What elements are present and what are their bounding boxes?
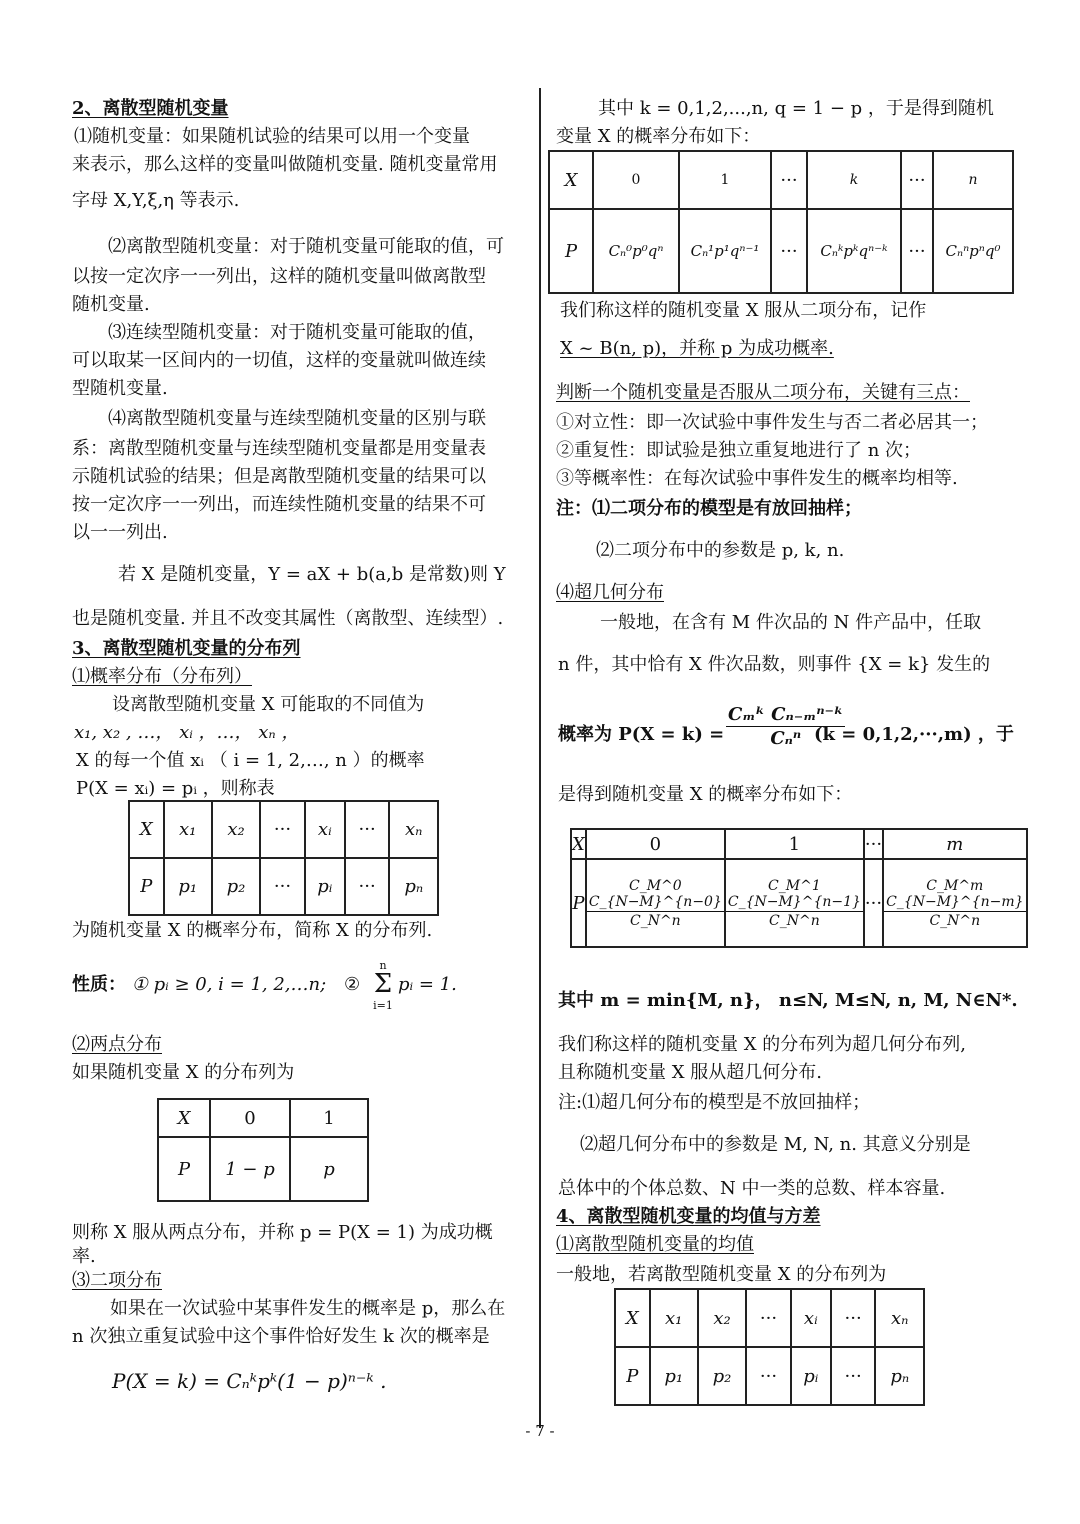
table-cell: ··· xyxy=(864,829,883,859)
text-line: X ~ B(n, p)，并称 p 为成功概率. xyxy=(560,338,834,359)
table-cell: X xyxy=(549,151,593,209)
hypergeometric-formula-lead: 概率为 P(X = k) = xyxy=(558,724,725,745)
text-line: 字母 X,Y,ξ,η 等表示. xyxy=(72,190,240,211)
math-line: x₁, x₂ , …， xᵢ ，…， xₙ ， xyxy=(74,722,300,743)
text-line: 其中 m = min{M, n}， n≤N, M≤N, n, M, N∈N*. xyxy=(558,990,1018,1011)
text-line: 也是随机变量. 并且不改变其属性（离散型、连续型）. xyxy=(72,608,504,629)
table-cell: p xyxy=(290,1137,368,1201)
text-line: 设离散型随机变量 X 可能取的不同值为 xyxy=(112,694,425,715)
table-cell: x₂ xyxy=(212,801,260,858)
text-line: 率. xyxy=(72,1246,96,1267)
property-2-marker: ② xyxy=(344,974,361,995)
table-cell: 1 − p xyxy=(210,1137,290,1201)
table-cell: pₙ xyxy=(389,858,438,915)
text-line: ⑴随机变量：如果随机试验的结果可以用一个变量 xyxy=(74,126,470,147)
fraction-numerator: Cₘᵏ Cₙ₋ₘⁿ⁻ᵏ xyxy=(728,704,844,725)
text-line: X 的每一个值 xᵢ （ i = 1, 2,…, n ）的概率 xyxy=(76,750,425,771)
table-cell: P xyxy=(158,1137,210,1201)
table-cell: x₁ xyxy=(164,801,212,858)
note-line: ⑵二项分布中的参数是 p, k, n. xyxy=(596,540,845,561)
text-line: 示随机试验的结果；但是离散型随机变量的结果可以 xyxy=(72,466,486,487)
fraction-numerator: C_M^m C_{N−M}^{n−m} xyxy=(886,877,1024,910)
fraction-denominator: C_N^n xyxy=(629,912,681,929)
text-line: n 次独立重复试验中这个事件恰好发生 k 次的概率是 xyxy=(72,1326,490,1347)
table-cell: P xyxy=(571,859,586,947)
table-cell xyxy=(883,859,1026,947)
table-cell: 0 xyxy=(586,829,725,859)
mean-distribution-table xyxy=(614,1288,925,1406)
table-cell: P xyxy=(129,858,164,915)
table-cell: m xyxy=(883,829,1026,859)
sigma-icon: Σ xyxy=(373,969,393,999)
subsection-title: ⑶二项分布 xyxy=(72,1270,162,1291)
table-cell: 0 xyxy=(210,1099,290,1137)
column-divider xyxy=(539,88,541,1428)
fraction-denominator: C_N^n xyxy=(929,912,981,929)
table-cell: ··· xyxy=(831,1347,876,1405)
note-line: ⑵超几何分布中的参数是 M, N, n. 其意义分别是 xyxy=(580,1134,971,1155)
text-line: 如果在一次试验中某事件发生的概率是 p，那么在 xyxy=(110,1298,506,1319)
table-cell: x₂ xyxy=(698,1289,746,1347)
text-line: 系：离散型随机变量与连续型随机变量都是用变量表 xyxy=(72,438,486,459)
table-cell: n xyxy=(933,151,1013,209)
fraction-numerator: C_M^0 C_{N−M}^{n−0} xyxy=(588,877,722,910)
text-line: 为随机变量 X 的概率分布，简称 X 的分布列. xyxy=(72,920,433,941)
text-line: 如果随机变量 X 的分布列为 xyxy=(72,1062,295,1083)
text-line: n 件，其中恰有 X 件次品数，则事件 {X = k} 发生的 xyxy=(558,654,991,675)
text-line: 按一定次序一一列出，而连续性随机变量的结果不可 xyxy=(72,494,486,515)
text-line: ③等概率性：在每次试验中事件发生的概率均相等. xyxy=(556,468,958,489)
two-point-table xyxy=(157,1098,369,1202)
note-line: 总体中的个体总数、N 中一类的总数、样本容量. xyxy=(558,1178,946,1199)
text-line: 随机变量. xyxy=(72,294,150,315)
table-cell: p₁ xyxy=(650,1347,698,1405)
table-cell: X xyxy=(615,1289,650,1347)
table-cell xyxy=(725,859,864,947)
binomial-table xyxy=(548,150,1014,294)
sum-lower: i=1 xyxy=(373,999,393,1012)
table-cell: 1 xyxy=(290,1099,368,1137)
table-cell: ··· xyxy=(746,1289,791,1347)
property-line xyxy=(72,972,326,998)
table-cell: p₂ xyxy=(698,1347,746,1405)
text-line: 是得到随机变量 X 的概率分布如下： xyxy=(558,784,853,805)
text-line: 来表示，那么这样的变量叫做随机变量. 随机变量常用 xyxy=(72,154,498,175)
table-cell: P xyxy=(549,209,593,293)
text-line: 若 X 是随机变量，Y = aX + b(a,b 是常数)则 Y xyxy=(118,564,506,585)
text-line: 我们称这样的随机变量 X 服从二项分布，记作 xyxy=(560,300,927,321)
section-2-title: 2、离散型随机变量 xyxy=(72,98,229,119)
text-line: ⑶连续型随机变量：对于随机变量可能取的值， xyxy=(108,322,486,343)
text-line: 以按一定次序一一列出，这样的随机变量叫做离散型 xyxy=(72,266,486,287)
subsection-title: ⑷超几何分布 xyxy=(556,582,664,603)
table-cell: X xyxy=(129,801,164,858)
subsection-title: ⑵两点分布 xyxy=(72,1034,162,1055)
table-cell: ··· xyxy=(260,801,305,858)
text-line: 且称随机变量 X 服从超几何分布. xyxy=(558,1062,822,1083)
sum-body: pᵢ = 1. xyxy=(398,974,457,995)
table-cell: 1 xyxy=(725,829,864,859)
table-cell: ··· xyxy=(864,859,883,947)
table-cell: x₁ xyxy=(650,1289,698,1347)
table-cell: ··· xyxy=(901,209,933,293)
hypergeometric-formula-tail: (k = 0,1,2,···,m) ，于 xyxy=(814,724,1014,745)
text-line: ⑷离散型随机变量与连续型随机变量的区别与联 xyxy=(108,408,486,429)
table-cell: X xyxy=(571,829,586,859)
table-cell: p₂ xyxy=(212,858,260,915)
table-cell: 0 xyxy=(593,151,679,209)
table-cell: ··· xyxy=(901,151,933,209)
hypergeometric-table xyxy=(570,828,1028,948)
table-cell: Cₙ¹p¹qⁿ⁻¹ xyxy=(679,209,771,293)
note-line: 注:⑴超几何分布的模型是不放回抽样； xyxy=(558,1092,871,1113)
text-line: ⑵离散型随机变量：对于随机变量可能取的值，可 xyxy=(108,236,504,257)
table-cell: X xyxy=(158,1099,210,1137)
table-cell xyxy=(586,859,725,947)
table-cell: xᵢ xyxy=(305,801,345,858)
text-line: 则称 X 服从两点分布，并称 p = P(X = 1) 为成功概 xyxy=(72,1222,493,1243)
table-cell: ··· xyxy=(345,801,390,858)
fraction-denominator: Cₙⁿ xyxy=(770,728,802,749)
text-line: 型随机变量. xyxy=(72,378,168,399)
note-line: 注：⑴二项分布的模型是有放回抽样； xyxy=(556,498,862,519)
table-cell: Cₙᵏpᵏqⁿ⁻ᵏ xyxy=(807,209,901,293)
sum-upper: n xyxy=(379,959,387,972)
text-line: ①对立性：即一次试验中事件发生与否二者必居其一； xyxy=(556,412,988,433)
table-cell: ··· xyxy=(831,1289,876,1347)
table-cell: Cₙⁿpⁿq⁰ xyxy=(933,209,1013,293)
text-line: 一般地，在含有 M 件次品的 N 件产品中，任取 xyxy=(600,612,982,633)
table-cell: xₙ xyxy=(389,801,438,858)
table-cell: P xyxy=(615,1347,650,1405)
fraction-denominator: C_N^n xyxy=(769,912,820,929)
distribution-table xyxy=(128,800,439,916)
table-cell: k xyxy=(807,151,901,209)
text-line: 以一一列出. xyxy=(72,522,168,543)
section-4-title: 4、离散型随机变量的均值与方差 xyxy=(556,1206,821,1227)
table-cell: Cₙ⁰p⁰qⁿ xyxy=(593,209,679,293)
text-line: ②重复性：即试验是独立重复地进行了 n 次； xyxy=(556,440,922,461)
section-3-title: 3、离散型随机变量的分布列 xyxy=(72,638,301,659)
page-number: - 7 - xyxy=(525,1422,555,1440)
property-label: 性质： xyxy=(72,974,126,995)
table-cell: ··· xyxy=(345,858,390,915)
table-cell: p₁ xyxy=(164,858,212,915)
subsection-title: ⑴概率分布（分布列） xyxy=(72,666,252,687)
table-cell: pₙ xyxy=(875,1347,924,1405)
text-line: 判断一个随机变量是否服从二项分布，关键有三点： xyxy=(556,382,970,403)
table-cell: ··· xyxy=(746,1347,791,1405)
property-1: ① pᵢ ≥ 0, i = 1, 2,…n; xyxy=(131,974,327,995)
table-cell: ··· xyxy=(260,858,305,915)
text-line: P(X = xᵢ) = pᵢ ，则称表 xyxy=(76,778,275,799)
binomial-formula: P(X = k) = Cₙᵏpᵏ(1 − p)ⁿ⁻ᵏ . xyxy=(112,1369,387,1393)
table-cell: xₙ xyxy=(875,1289,924,1347)
text-line: 一般地，若离散型随机变量 X 的分布列为 xyxy=(556,1264,887,1285)
table-cell: pᵢ xyxy=(791,1347,831,1405)
text-line: 变量 X 的概率分布如下： xyxy=(556,126,761,147)
property-2 xyxy=(344,972,360,998)
table-cell: ··· xyxy=(771,151,807,209)
table-cell: 1 xyxy=(679,151,771,209)
text-line: 可以取某一区间内的一切值，这样的变量就叫做连续 xyxy=(72,350,486,371)
text-line: 其中 k = 0,1,2,...,n, q = 1 − p ，于是得到随机 xyxy=(598,98,994,119)
table-cell: ··· xyxy=(771,209,807,293)
table-cell: pᵢ xyxy=(305,858,345,915)
subsection-title: ⑴离散型随机变量的均值 xyxy=(556,1234,754,1255)
text-line: 我们称这样的随机变量 X 的分布列为超几何分布列, xyxy=(558,1034,966,1055)
fraction-numerator: C_M^1 C_{N−M}^{n−1} xyxy=(727,877,861,910)
table-cell: xᵢ xyxy=(791,1289,831,1347)
